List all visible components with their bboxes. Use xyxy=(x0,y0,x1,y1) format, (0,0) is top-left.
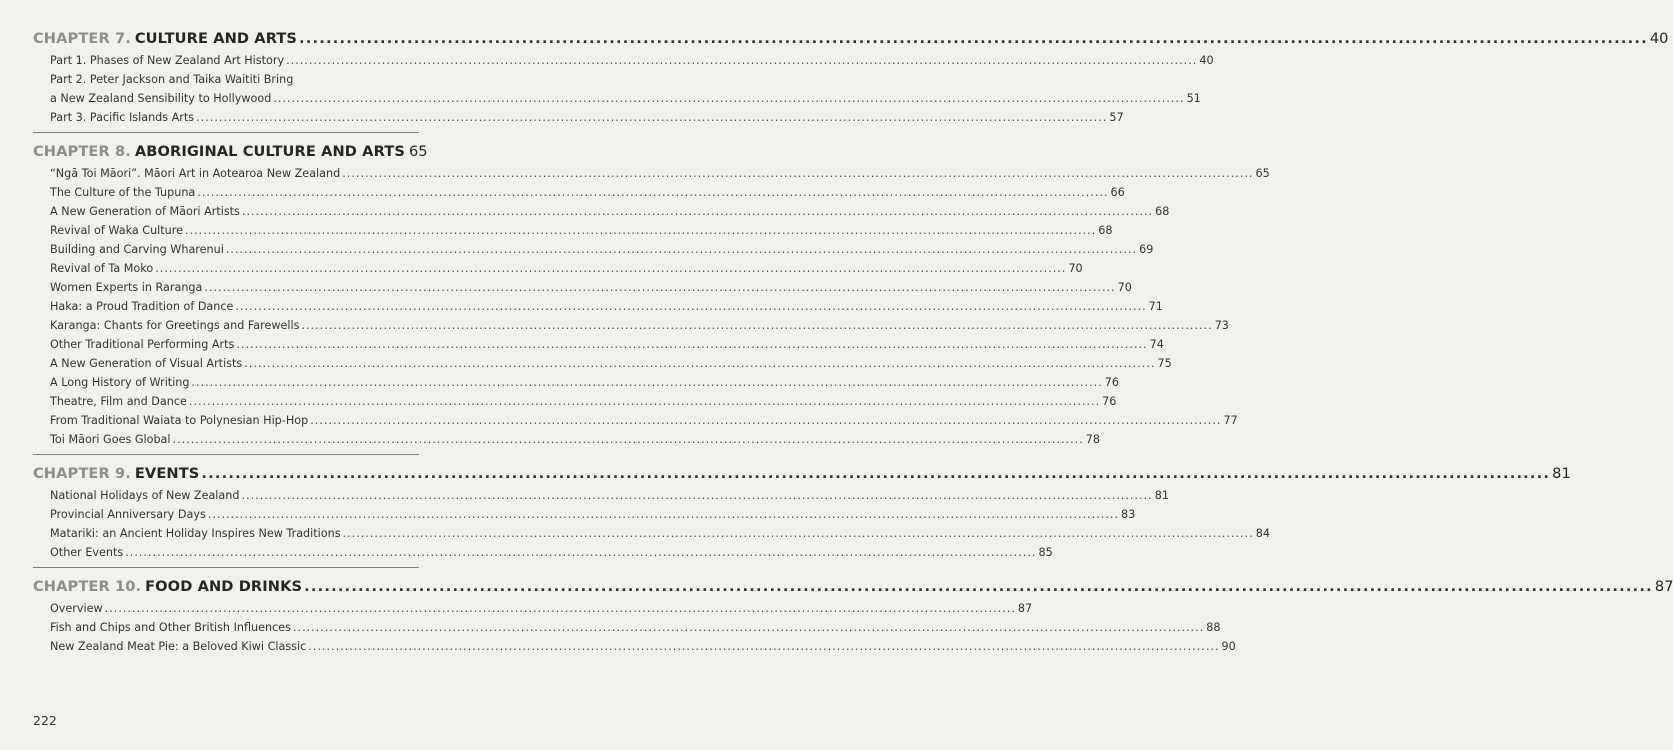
toc-entry xyxy=(50,411,1238,430)
entry-page: 81 xyxy=(1154,489,1169,502)
chapter-number: CHAPTER 10. xyxy=(33,578,142,595)
toc-entry xyxy=(50,354,1172,373)
entry-title: National Holidays of New Zealand xyxy=(50,489,240,502)
dot-leader: ........................................................................................................................................................................................................ xyxy=(188,395,1101,408)
entry-page: 88 xyxy=(1206,621,1221,634)
dot-leader: ........................................................................................................................................................................................................ xyxy=(125,546,1037,559)
chapter-page: 87 xyxy=(1654,578,1673,595)
chapter-heading xyxy=(33,143,428,160)
dot-leader: ........................................................................................................................................................................................................ xyxy=(304,578,1653,595)
toc-entry xyxy=(50,486,1169,505)
chapter-page: 40 xyxy=(1649,30,1669,47)
toc-entry xyxy=(50,373,1119,392)
toc-entry xyxy=(50,524,1271,543)
toc-entry xyxy=(50,505,1136,524)
entry-page: 84 xyxy=(1255,527,1271,540)
dot-leader: ........................................................................................................................................................................................................ xyxy=(207,508,1120,521)
entry-title: Fish and Chips and Other British Influences xyxy=(50,621,291,634)
entry-title: From Traditional Waiata to Polynesian Hip-Hop xyxy=(50,414,309,427)
entry-title: “Ngā Toi Māori”. Māori Art in Aotearoa New Zealand xyxy=(50,167,341,180)
entry-page: 69 xyxy=(1139,243,1154,256)
toc-entry xyxy=(50,108,1124,127)
chapter-title: ABORIGINAL CULTURE AND ARTS xyxy=(134,143,405,160)
chapter-heading xyxy=(33,578,1673,595)
entry-page: 68 xyxy=(1098,224,1113,237)
dot-leader: ........................................................................................................................................................................................................ xyxy=(225,243,1138,256)
toc-entry xyxy=(50,70,1201,108)
toc-entry xyxy=(50,221,1113,240)
toc-entry xyxy=(50,599,1033,618)
entry-page: 71 xyxy=(1148,300,1163,313)
entry-title: Other Events xyxy=(50,546,124,559)
toc-entry xyxy=(50,392,1117,411)
dot-leader: ........................................................................................................................................................................................................ xyxy=(286,54,1198,67)
dot-leader: ........................................................................................................................................................................................................ xyxy=(191,376,1103,389)
chapter-number: CHAPTER 7. xyxy=(33,30,131,47)
dot-leader: ........................................................................................................................................................................................................ xyxy=(310,414,1222,427)
dot-leader: ........................................................................................................................................................................................................ xyxy=(342,527,1254,540)
dot-leader: ........................................................................................................................................................................................................ xyxy=(273,92,1185,105)
entry-page: 87 xyxy=(1017,602,1033,615)
toc-entry xyxy=(50,637,1236,656)
toc-entry xyxy=(50,259,1083,278)
entry-title: A Long History of Writing xyxy=(50,376,190,389)
chapter-number: CHAPTER 8. xyxy=(33,143,131,160)
entry-title: A New Generation of Māori Artists xyxy=(50,205,240,218)
entry-page: 51 xyxy=(1186,92,1201,105)
entry-page: 78 xyxy=(1085,433,1101,446)
toc-entry xyxy=(50,618,1221,637)
entry-page: 76 xyxy=(1102,395,1117,408)
dot-leader: ........................................................................................................................................................................................................ xyxy=(201,465,1551,482)
chapter-heading xyxy=(33,465,1571,482)
chapter-title: EVENTS xyxy=(134,465,200,482)
entry-page: 76 xyxy=(1104,376,1119,389)
entry-title: Overview xyxy=(50,602,103,615)
dot-leader: ........................................................................................................................................................................................................ xyxy=(241,205,1154,218)
dot-leader: ........................................................................................................................................................................................................ xyxy=(244,357,1156,370)
toc-entry xyxy=(50,278,1132,297)
dot-leader: ........................................................................................................................................................................................................ xyxy=(308,640,1220,653)
entry-page: 70 xyxy=(1117,281,1132,294)
toc-entry xyxy=(50,51,1214,70)
entry-title-line: Part 2. Peter Jackson and Taika Waititi Bring xyxy=(50,73,294,86)
chapter-section xyxy=(33,143,1270,455)
entry-title: The Culture of the Tupuna xyxy=(50,186,196,199)
dot-leader: ........................................................................................................................................................................................................ xyxy=(196,111,1108,124)
dot-leader: ........................................................................................................................................................................................................ xyxy=(342,167,1254,180)
entry-title: New Zealand Meat Pie: a Beloved Kiwi Classic xyxy=(50,640,307,653)
entry-page: 74 xyxy=(1149,338,1164,351)
dot-leader: ........................................................................................................................................................................................................ xyxy=(184,224,1097,237)
dot-leader: ........................................................................................................................................................................................................ xyxy=(299,30,1648,47)
entry-title: A New Generation of Visual Artists xyxy=(50,357,243,370)
entry-title: Women Experts in Raranga xyxy=(50,281,203,294)
entry-title: Theatre, Film and Dance xyxy=(50,395,187,408)
entry-title: Matariki: an Ancient Holiday Inspires New Traditions xyxy=(50,527,341,540)
entry-title: Haka: a Proud Tradition of Dance xyxy=(50,300,234,313)
entry-title: Revival of Waka Culture xyxy=(50,224,183,237)
entry-title: Part 3. Pacific Islands Arts xyxy=(50,111,195,124)
chapter-section xyxy=(33,578,1673,661)
chapter-title: CULTURE AND ARTS xyxy=(134,30,298,47)
chapter-page: 81 xyxy=(1552,465,1571,482)
table-of-contents xyxy=(33,30,1673,671)
entry-title: Building and Carving Wharenui xyxy=(50,243,224,256)
dot-leader: ........................................................................................................................................................................................................ xyxy=(235,300,1147,313)
entry-page: 83 xyxy=(1121,508,1136,521)
toc-entry xyxy=(50,335,1164,354)
entry-title: Revival of Ta Moko xyxy=(50,262,154,275)
toc-entry xyxy=(50,202,1170,221)
dot-leader: ........................................................................................................................................................................................................ xyxy=(197,186,1109,199)
entry-page: 66 xyxy=(1110,186,1125,199)
chapter-section xyxy=(33,465,1571,568)
entry-page: 73 xyxy=(1214,319,1229,332)
entry-page: 77 xyxy=(1223,414,1238,427)
entry-page: 65 xyxy=(1255,167,1270,180)
chapter-section xyxy=(33,30,1669,133)
chapter-heading xyxy=(33,30,1669,47)
entry-page: 40 xyxy=(1199,54,1214,67)
entry-page: 85 xyxy=(1038,546,1053,559)
entry-title: Karanga: Chants for Greetings and Farewells xyxy=(50,319,300,332)
entry-page: 75 xyxy=(1157,357,1172,370)
dot-leader: ........................................................................................................................................................................................................ xyxy=(104,602,1016,615)
entry-page: 68 xyxy=(1155,205,1170,218)
page-number: 222 xyxy=(33,713,57,728)
toc-entry xyxy=(50,240,1154,259)
chapter-page: 65 xyxy=(408,143,428,160)
dot-leader: ........................................................................................................................................................................................................ xyxy=(292,621,1205,634)
chapter-title: FOOD AND DRINKS xyxy=(145,578,303,595)
chapter-number: CHAPTER 9. xyxy=(33,465,131,482)
entry-title: Other Traditional Performing Arts xyxy=(50,338,235,351)
dot-leader: ........................................................................................................................................................................................................ xyxy=(172,433,1084,446)
toc-entry xyxy=(50,543,1053,562)
dot-leader: ........................................................................................................................................................................................................ xyxy=(241,489,1153,502)
toc-entry xyxy=(50,430,1101,449)
dot-leader: ........................................................................................................................................................................................................ xyxy=(155,262,1067,275)
dot-leader: ........................................................................................................................................................................................................ xyxy=(236,338,1148,351)
toc-entry xyxy=(50,183,1125,202)
entry-title: Provincial Anniversary Days xyxy=(50,508,206,521)
entry-page: 70 xyxy=(1068,262,1083,275)
toc-entry xyxy=(50,297,1163,316)
entry-title: Toi Māori Goes Global xyxy=(50,433,171,446)
toc-entry xyxy=(50,316,1229,335)
entry-title: Part 1. Phases of New Zealand Art History xyxy=(50,54,285,67)
dot-leader: ........................................................................................................................................................................................................ xyxy=(301,319,1213,332)
entry-page: 90 xyxy=(1221,640,1236,653)
dot-leader: ........................................................................................................................................................................................................ xyxy=(204,281,1116,294)
toc-entry xyxy=(50,164,1270,183)
entry-page: 57 xyxy=(1109,111,1124,124)
entry-title: a New Zealand Sensibility to Hollywood xyxy=(50,92,272,105)
